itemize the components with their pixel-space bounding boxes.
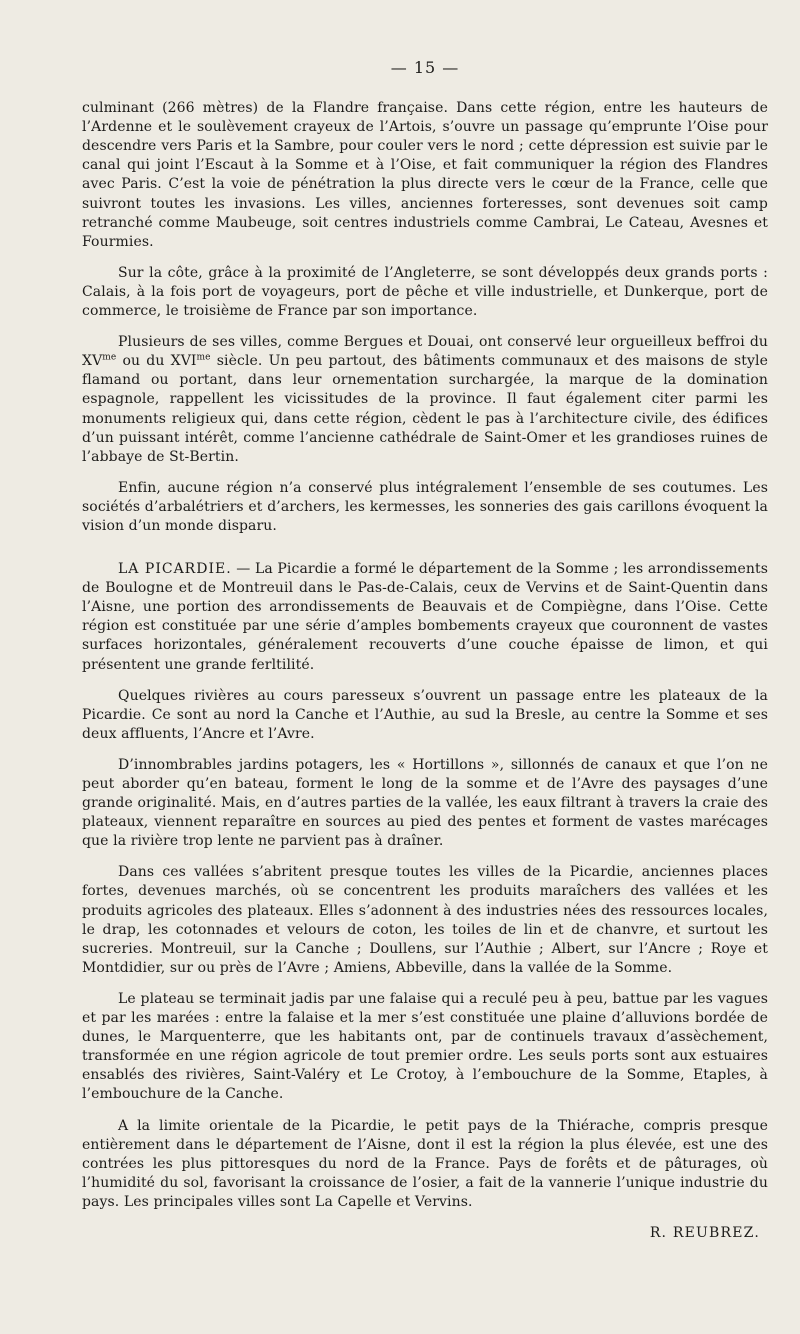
- belfry-text-start: Plusieurs de ses villes, comme Bergues et Douai, ont conservé leur orgueilleux beffroi du XV: [82, 334, 768, 370]
- paragraph-picardie-intro: [82, 560, 768, 675]
- page-number: — 15 —: [390, 58, 460, 77]
- paragraph-belfries: [82, 333, 768, 467]
- paragraph-flandre-passage: culminant (266 mètres) de la Flandre française. Dans cette région, entre les hauteurs de l’Ardenne et le soulèvement crayeux de l’Artois, s’ouvre un passage qu’emprunte l’Oise pour descendre vers Paris et la Sambre, pour couler vers le nord ; cette dépression est suivie par le canal qui joint l’Escaut à la Somme et à l’Oise, et fait communiquer la région des Flandres avec Paris. C’est la voie de pénétration la plus directe vers le cœur de la France, celle que suivront toutes les invasions. Les villes, anciennes forteresses, sont devenues soit camp retranché comme Maubeuge, soit centres industriels comme Cambrai, Le Cateau, Avesnes et Fourmies.: [82, 100, 768, 250]
- document-page: [82, 58, 768, 1243]
- section-heading-picardie: LA PICARDIE.: [118, 561, 232, 578]
- century-suffix-xvi: me: [196, 352, 211, 363]
- section-separator: —: [231, 561, 255, 578]
- picardie-intro-text: La Picardie a formé le département de la Somme ; les arrondissements de Boulogne et de Montreuil dans le Pas-de-Calais, ceux de Vervins et de Saint-Quentin dans l’Aisne, une portion des arrondissements de Beauvais et de Compiègne, dans l’Oise. Cette région est constituée par une série d’amples bombements crayeux que couronnent de vastes surfaces horizontales, généralement recouverts d’une couche épaisse de limon, et qui présentent une grande ferltilité.: [82, 561, 769, 673]
- paragraph-marquenterre: Le plateau se terminait jadis par une falaise qui a reculé peu à peu, battue par les vagues et par les marées : entre la falaise et la mer s’est constituée une plaine d’alluvions bordée de dunes, le Marquenterre, que les habitants ont, par de continuels travaux d’assèchement, transformée en une région agricole de tout premier ordre. Les seuls ports sont aux estuaires ensablés des rivières, Saint-Valéry et Le Crotoy, à l’embouchure de la Somme, Etaples, à l’embouchure de la Canche.: [82, 990, 768, 1103]
- belfry-text-middle: ou du XVI: [116, 353, 197, 370]
- paragraph-valley-towns: Dans ces vallées s’abritent presque toutes les villes de la Picardie, anciennes places fortes, devenues marchés, où se concentrent les produits maraîchers des vallées et les produits agricoles des plateaux. Elles s’adonnent à des industries nées des ressources locales, le drap, les cotonnades et velours de coton, les toiles de lin et de chanvre, et surtout les sucreries. Montreuil, sur la Canche ; Doullens, sur l’Authie ; Albert, sur l’Ancre ; Roye et Montdidier, sur ou près de l’Avre ; Amiens, Abbeville, dans la vallée de la Somme.: [82, 864, 768, 976]
- paragraph-thierache: A la limite orientale de la Picardie, le petit pays de la Thiérache, compris presque entièrement dans le département de l’Aisne, dont il est la région la plus élevée, est une des contrées les plus pittoresques du nord de la France. Pays de forêts et de pâturages, où l’humidité du sol, favorisant la croissance de l’osier, a fait de la vannerie l’unique industrie du pays. Les principales villes sont La Capelle et Vervins.: [82, 1117, 768, 1210]
- paragraph-hortillons: D’innombrables jardins potagers, les « Hortillons », sillonnés de canaux et que l’on ne peut aborder qu’en bateau, forment le long de la somme et de l’Avre des paysages d’une grande originalité. Mais, en d’autres parties de la vallée, les eaux filtrant à travers la craie des plateaux, viennent reparaître en sources au pied des pentes et forment de vastes marécages que la rivière trop lente ne parvient pas à draîner.: [82, 756, 768, 850]
- paragraph-coastal-ports: Sur la côte, grâce à la proximité de l’Angleterre, se sont développés deux grands ports : Calais, à la fois port de voyageurs, port de pêche et ville industrielle, et Dunkerque, port de commerce, le troisième de France par son importance.: [82, 264, 768, 320]
- century-suffix-xv: me: [102, 352, 117, 363]
- author-signature: R. REUBREZ.: [649, 1224, 760, 1241]
- belfry-text-end: siècle. Un peu partout, des bâtiments communaux et des maisons de style flamand ou portant, dans leur ornementation surchargée, la marque de la domination espagnole, rappellent les vicissitudes de la province. Il faut également citer parmi les monuments religieux qui, dans cette région, cèdent le pas à l’architecture civile, des édifices d’un puissant intérêt, comme l’ancienne cathédrale de Saint-Omer et les grandioses ruines de l’abbaye de St-Bertin.: [82, 353, 768, 465]
- paragraph-rivers: Quelques rivières au cours paresseux s’ouvrent un passage entre les plateaux de la Picardie. Ce sont au nord la Canche et l’Authie, au sud la Bresle, au centre la Somme et ses deux affluents, l’Ancre et l’Avre.: [82, 687, 768, 742]
- paragraph-customs: Enfin, aucune région n’a conservé plus intégralement l’ensemble de ses coutumes. Les sociétés d’arbalétriers et d’archers, les kermesses, les sonneries des gais carillons évoquent la vision d’un monde disparu.: [82, 479, 768, 534]
